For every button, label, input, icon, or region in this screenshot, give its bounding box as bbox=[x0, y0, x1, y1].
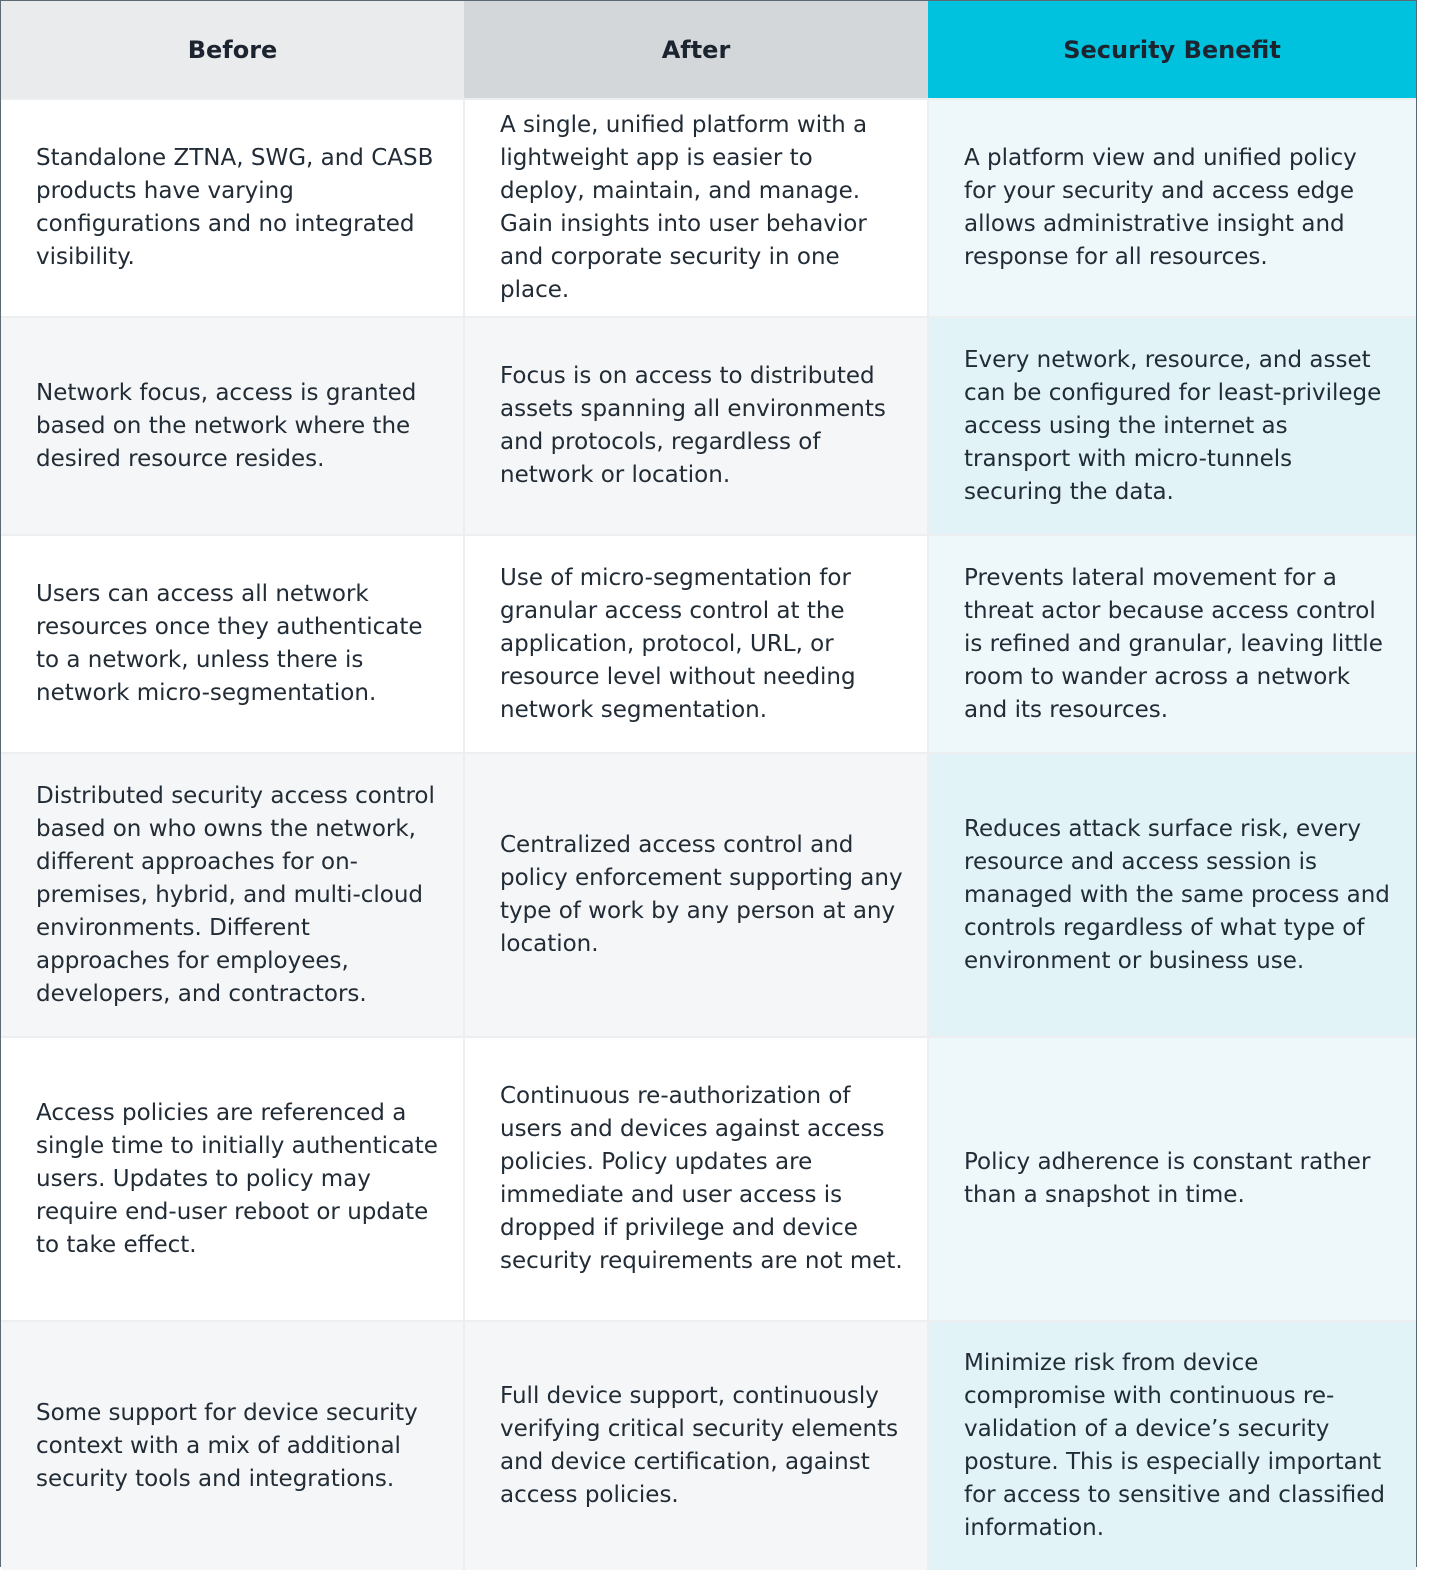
after-cell: Full device support, continuously verifying critical security elements and device certification, against access policies. bbox=[464, 1321, 928, 1570]
security-benefit-cell: Policy adherence is constant rather than a snapshot in time. bbox=[928, 1037, 1416, 1321]
comparison-table bbox=[1, 1, 1416, 1570]
security-benefit-cell: Prevents lateral movement for a threat actor because access control is refined and granular, leaving little room to wander across a network and its resources. bbox=[928, 535, 1416, 753]
table-row bbox=[1, 99, 1416, 317]
before-cell: Standalone ZTNA, SWG, and CASB products have varying configurations and no integrated visibility. bbox=[1, 99, 464, 317]
security-benefit-cell: Minimize risk from device compromise with continuous re-validation of a device’s security posture. This is especially important for access to sensitive and classified information. bbox=[928, 1321, 1416, 1570]
after-cell: Use of micro-segmentation for granular access control at the application, protocol, URL, or resource level without needing network segmentation. bbox=[464, 535, 928, 753]
before-cell: Network focus, access is granted based on the network where the desired resource resides. bbox=[1, 317, 464, 535]
table-row bbox=[1, 1321, 1416, 1570]
before-cell: Access policies are referenced a single time to initially authenticate users. Updates to policy may require end-user reboot or update to take effect. bbox=[1, 1037, 464, 1321]
column-header-before: Before bbox=[1, 1, 464, 99]
table-header-row bbox=[1, 1, 1416, 99]
after-cell: Continuous re-authorization of users and devices against access policies. Policy updates are immediate and user access is dropped if privilege and device security requirements are not met. bbox=[464, 1037, 928, 1321]
table-row bbox=[1, 1037, 1416, 1321]
before-cell: Some support for device security context with a mix of additional security tools and integrations. bbox=[1, 1321, 464, 1570]
security-benefit-cell: Reduces attack surface risk, every resource and access session is managed with the same process and controls regardless of what type of environment or business use. bbox=[928, 753, 1416, 1037]
column-header-security-benefit: Security Benefit bbox=[928, 1, 1416, 99]
before-cell: Users can access all network resources once they authenticate to a network, unless there is network micro-segmentation. bbox=[1, 535, 464, 753]
table-row bbox=[1, 535, 1416, 753]
after-cell: A single, unified platform with a lightweight app is easier to deploy, maintain, and manage. Gain insights into user behavior and corporate security in one place. bbox=[464, 99, 928, 317]
before-cell: Distributed security access control based on who owns the network, different approaches for on-premises, hybrid, and multi-cloud environments. Different approaches for employees, developers, and contractors. bbox=[1, 753, 464, 1037]
security-benefit-cell: A platform view and unified policy for your security and access edge allows administrative insight and response for all resources. bbox=[928, 99, 1416, 317]
table-row bbox=[1, 317, 1416, 535]
column-header-after: After bbox=[464, 1, 928, 99]
table-row bbox=[1, 753, 1416, 1037]
after-cell: Centralized access control and policy enforcement supporting any type of work by any person at any location. bbox=[464, 753, 928, 1037]
after-cell: Focus is on access to distributed assets spanning all environments and protocols, regardless of network or location. bbox=[464, 317, 928, 535]
security-benefit-cell: Every network, resource, and asset can be configured for least-privilege access using the internet as transport with micro-tunnels securing the data. bbox=[928, 317, 1416, 535]
